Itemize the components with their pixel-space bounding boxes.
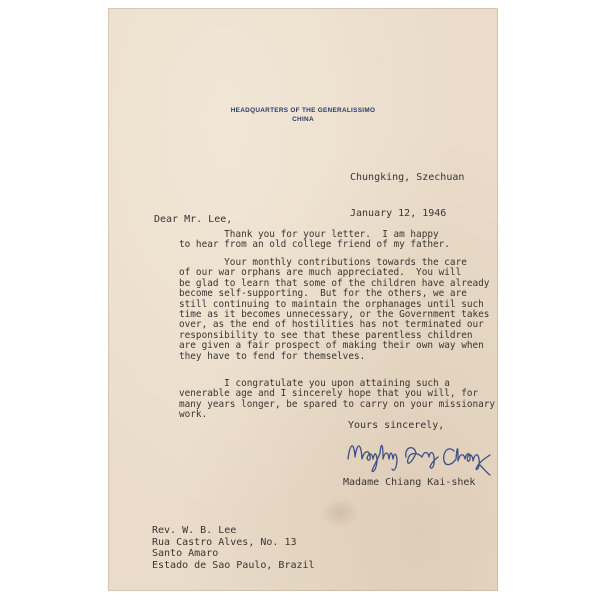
paragraph-congratulations: I congratulate you upon attaining such a venerable age and I sincerely hope that you will, for many years longer, be spared to carry on your missionary work. bbox=[179, 378, 496, 421]
letter-sheet bbox=[108, 8, 498, 591]
address-line: Rua Castro Alves, No. 13 bbox=[152, 536, 297, 548]
place-city: Chungking, Szechuan bbox=[350, 172, 465, 183]
signer-name: Madame Chiang Kai-shek bbox=[343, 477, 476, 488]
ink-stain bbox=[320, 498, 360, 528]
salutation: Dear Mr. Lee, bbox=[154, 214, 233, 225]
paragraph-thanks: Thank you for your letter. I am happy to hear from an old college friend of my father. bbox=[179, 229, 450, 251]
letterhead-title: HEADQUARTERS OF THE GENERALISSIMO bbox=[230, 107, 376, 114]
closing: Yours sincerely, bbox=[348, 420, 445, 431]
address-line: Estado de Sao Paulo, Brazil bbox=[152, 559, 315, 571]
letter-date: January 12, 1946 bbox=[350, 208, 447, 219]
address-line: Rev. W. B. Lee bbox=[152, 525, 237, 536]
recipient-address bbox=[152, 525, 315, 571]
address-line: Santo Amaro bbox=[152, 548, 219, 560]
paragraph-orphans: Your monthly contributions towards the care of our war orphans are much appreciated. You will be glad to learn that some of the children have already become self-supporting. But for the others, we are still continuing to maintain the orphanages until such time as it becomes unnecessary, or the Government takes over, as the end of hostilities has not terminated our responsibility to see that these parentless children are given a fair prospect of making their own way when they have to fend for themselves. bbox=[179, 257, 490, 362]
handwritten-signature bbox=[344, 429, 494, 479]
letterhead-country: CHINA bbox=[292, 116, 314, 123]
